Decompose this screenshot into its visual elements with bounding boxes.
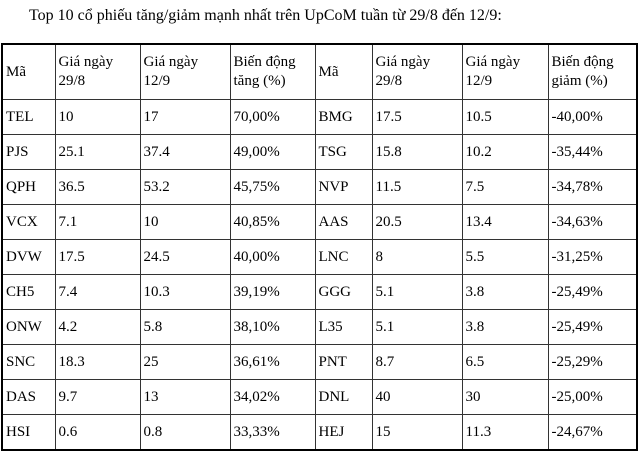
table-cell: 13 xyxy=(140,380,230,415)
table-cell: 18.3 xyxy=(55,345,140,380)
table-cell: QPH xyxy=(2,170,55,205)
table-cell: -31,25% xyxy=(548,240,637,275)
table-row xyxy=(2,275,637,310)
header-cell: Mã xyxy=(315,44,372,100)
table-cell: 33,33% xyxy=(230,415,315,451)
table-cell: 10 xyxy=(140,205,230,240)
table-cell: HSI xyxy=(2,415,55,451)
table-cell: PNT xyxy=(315,345,372,380)
table-row xyxy=(2,345,637,380)
header-cell: Giá ngày 29/8 xyxy=(372,44,462,100)
table-cell: -34,78% xyxy=(548,170,637,205)
table-cell: 24.5 xyxy=(140,240,230,275)
table-cell: -25,49% xyxy=(548,310,637,345)
table-cell: 5.8 xyxy=(140,310,230,345)
table-cell: 5.1 xyxy=(372,310,462,345)
header-cell: Mã xyxy=(2,44,55,100)
table-cell: 4.2 xyxy=(55,310,140,345)
table-cell: 40 xyxy=(372,380,462,415)
table-cell: TEL xyxy=(2,100,55,135)
table-cell: 7.1 xyxy=(55,205,140,240)
table-cell: 9.7 xyxy=(55,380,140,415)
table-cell: ONW xyxy=(2,310,55,345)
table-cell: 7.5 xyxy=(462,170,548,205)
table-cell: 10.5 xyxy=(462,100,548,135)
table-cell: 40,85% xyxy=(230,205,315,240)
table-cell: 11.5 xyxy=(372,170,462,205)
table-row xyxy=(2,205,637,240)
page-title: Top 10 cổ phiếu tăng/giảm mạnh nhất trên UpCoM tuần từ 29/8 đến 12/9: xyxy=(29,7,502,24)
table-cell: 10.2 xyxy=(462,135,548,170)
table-cell: DAS xyxy=(2,380,55,415)
table-cell: 20.5 xyxy=(372,205,462,240)
table-cell: 36,61% xyxy=(230,345,315,380)
table-row xyxy=(2,100,637,135)
table-cell: 39,19% xyxy=(230,275,315,310)
table-cell: BMG xyxy=(315,100,372,135)
table-cell: 10 xyxy=(55,100,140,135)
header-cell: Giá ngày 29/8 xyxy=(55,44,140,100)
table-row xyxy=(2,135,637,170)
table-cell: 7.4 xyxy=(55,275,140,310)
header-cell: Giá ngày 12/9 xyxy=(140,44,230,100)
stock-table-header xyxy=(2,44,637,100)
table-cell: AAS xyxy=(315,205,372,240)
table-row xyxy=(2,170,637,205)
table-cell: 38,10% xyxy=(230,310,315,345)
table-cell: 5.5 xyxy=(462,240,548,275)
table-cell: -24,67% xyxy=(548,415,637,451)
table-cell: GGG xyxy=(315,275,372,310)
table-cell: 36.5 xyxy=(55,170,140,205)
table-cell: 17.5 xyxy=(55,240,140,275)
header-cell: Giá ngày 12/9 xyxy=(462,44,548,100)
table-row xyxy=(2,415,637,451)
table-cell: NVP xyxy=(315,170,372,205)
table-cell: CH5 xyxy=(2,275,55,310)
table-cell: -34,63% xyxy=(548,205,637,240)
table-row xyxy=(2,240,637,275)
table-cell: 5.1 xyxy=(372,275,462,310)
table-cell: 3.8 xyxy=(462,310,548,345)
table-cell: LNC xyxy=(315,240,372,275)
table-cell: 3.8 xyxy=(462,275,548,310)
header-cell: Biến động tăng (%) xyxy=(230,44,315,100)
table-cell: -35,44% xyxy=(548,135,637,170)
table-cell: 10.3 xyxy=(140,275,230,310)
table-cell: -25,29% xyxy=(548,345,637,380)
table-cell: 17.5 xyxy=(372,100,462,135)
stock-table xyxy=(1,43,638,451)
table-cell: PJS xyxy=(2,135,55,170)
table-cell: 13.4 xyxy=(462,205,548,240)
table-cell: 25 xyxy=(140,345,230,380)
table-cell: 25.1 xyxy=(55,135,140,170)
table-row xyxy=(2,380,637,415)
table-cell: 53.2 xyxy=(140,170,230,205)
table-cell: L35 xyxy=(315,310,372,345)
table-cell: HEJ xyxy=(315,415,372,451)
table-cell: 30 xyxy=(462,380,548,415)
table-cell: 11.3 xyxy=(462,415,548,451)
table-cell: 34,02% xyxy=(230,380,315,415)
table-cell: 8.7 xyxy=(372,345,462,380)
table-cell: 45,75% xyxy=(230,170,315,205)
table-cell: 70,00% xyxy=(230,100,315,135)
table-cell: DVW xyxy=(2,240,55,275)
table-cell: -25,49% xyxy=(548,275,637,310)
table-cell: TSG xyxy=(315,135,372,170)
table-cell: 49,00% xyxy=(230,135,315,170)
header-row xyxy=(2,44,637,100)
table-cell: DNL xyxy=(315,380,372,415)
header-cell: Biến động giảm (%) xyxy=(548,44,637,100)
table-cell: -25,00% xyxy=(548,380,637,415)
table-cell: 6.5 xyxy=(462,345,548,380)
table-cell: 37.4 xyxy=(140,135,230,170)
table-row xyxy=(2,310,637,345)
table-cell: -40,00% xyxy=(548,100,637,135)
table-cell: 40,00% xyxy=(230,240,315,275)
table-cell: 15.8 xyxy=(372,135,462,170)
table-cell: SNC xyxy=(2,345,55,380)
table-cell: VCX xyxy=(2,205,55,240)
table-cell: 15 xyxy=(372,415,462,451)
table-cell: 8 xyxy=(372,240,462,275)
table-cell: 17 xyxy=(140,100,230,135)
table-cell: 0.8 xyxy=(140,415,230,451)
table-cell: 0.6 xyxy=(55,415,140,451)
stock-table-body xyxy=(2,100,637,451)
